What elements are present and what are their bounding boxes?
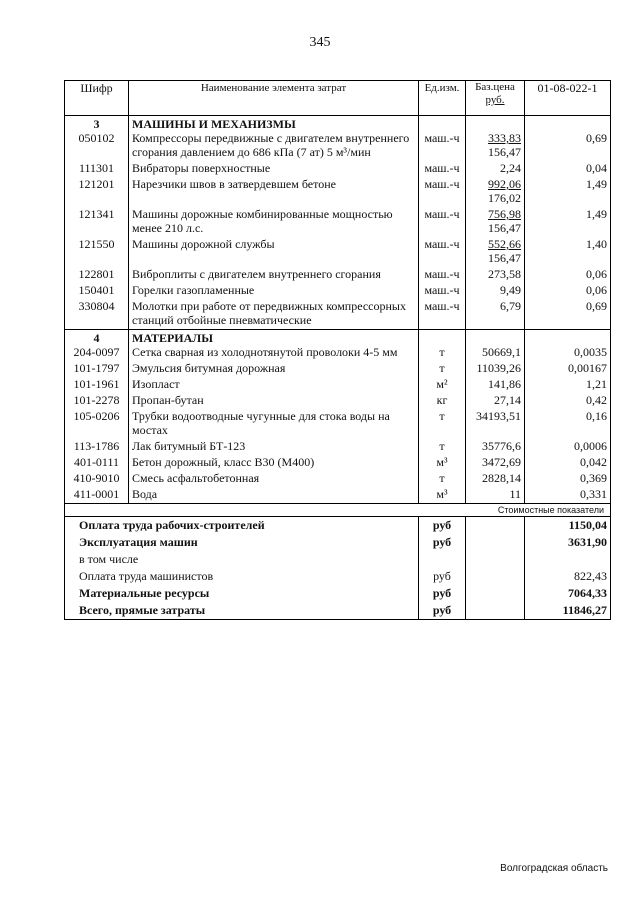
empty-cell xyxy=(466,116,525,132)
row-name: Пропан-бутан xyxy=(129,393,419,409)
row-name: Лак битумный БТ-123 xyxy=(129,439,419,455)
row-price-main: 333,83 xyxy=(488,131,521,145)
row-code: 401-0111 xyxy=(65,455,129,471)
row-code: 411-0001 xyxy=(65,487,129,504)
row-unit: т xyxy=(419,409,466,439)
row-price: 11039,26 xyxy=(466,361,525,377)
row-code: 121341 xyxy=(65,207,129,237)
section-title: МАШИНЫ И МЕХАНИЗМЫ xyxy=(129,116,419,132)
row-price-main: 756,98 xyxy=(488,207,521,221)
row-name: Машины дорожной службы xyxy=(129,237,419,267)
row-unit: т xyxy=(419,471,466,487)
row-unit: маш.-ч xyxy=(419,299,466,330)
section-title: МАТЕРИАЛЫ xyxy=(129,330,419,346)
row-code: 121550 xyxy=(65,237,129,267)
table-row xyxy=(65,487,611,504)
table-row xyxy=(65,409,611,439)
row-name: Трубки водоотводные чугунные для стока воды на мостах xyxy=(129,409,419,439)
summary-unit: руб xyxy=(419,602,466,620)
cost-indicators-label: Стоимостные показатели xyxy=(65,504,611,517)
summary-row xyxy=(65,602,611,620)
table-row xyxy=(65,207,611,237)
empty-cell xyxy=(419,116,466,132)
row-name: Вода xyxy=(129,487,419,504)
row-code: 101-1797 xyxy=(65,361,129,377)
empty-cell xyxy=(466,330,525,346)
row-price: 50669,1 xyxy=(466,345,525,361)
cost-norm-table xyxy=(64,80,611,620)
summary-label: Эксплуатация машин xyxy=(65,534,419,551)
row-name: Изопласт xyxy=(129,377,419,393)
empty-cell xyxy=(525,330,611,346)
row-unit: маш.-ч xyxy=(419,207,466,237)
row-price: 273,58 xyxy=(466,267,525,283)
row-price: 9,49 xyxy=(466,283,525,299)
row-name: Горелки газопламенные xyxy=(129,283,419,299)
table-row xyxy=(65,455,611,471)
table-row xyxy=(65,161,611,177)
row-name: Сетка сварная из холоднотянутой проволоки 4-5 мм xyxy=(129,345,419,361)
section-header-row xyxy=(65,116,611,132)
row-quantity: 0,042 xyxy=(525,455,611,471)
section-header-row xyxy=(65,330,611,346)
section-number: 3 xyxy=(65,116,129,132)
row-unit: м³ xyxy=(419,455,466,471)
summary-value: 7064,33 xyxy=(525,585,611,602)
summary-row xyxy=(65,585,611,602)
row-name: Бетон дорожный, класс В30 (М400) xyxy=(129,455,419,471)
row-unit: м² xyxy=(419,377,466,393)
table-row xyxy=(65,283,611,299)
summary-label: Оплата труда рабочих-строителей xyxy=(65,517,419,535)
table-row xyxy=(65,393,611,409)
row-price: 2,24 xyxy=(466,161,525,177)
row-name: Молотки при работе от передвижных компрессорных станций отбойные пневматические xyxy=(129,299,419,330)
header-norm: 01-08-022-1 xyxy=(525,81,611,116)
row-price-main: 552,66 xyxy=(488,237,521,251)
summary-unit: руб xyxy=(419,534,466,551)
row-name: Виброплиты с двигателем внутреннего сгорания xyxy=(129,267,419,283)
row-quantity: 1,49 xyxy=(525,207,611,237)
page-number: 345 xyxy=(309,35,331,50)
row-price-wage: 156,47 xyxy=(488,221,521,235)
header-code: Шифр xyxy=(65,81,129,116)
summary-unit: руб xyxy=(419,585,466,602)
summary-value: 11846,27 xyxy=(525,602,611,620)
row-name: Нарезчики швов в затвердевшем бетоне xyxy=(129,177,419,207)
summary-unit: руб xyxy=(419,568,466,585)
row-unit: маш.-ч xyxy=(419,267,466,283)
row-name: Машины дорожные комбинированные мощностью менее 210 л.с. xyxy=(129,207,419,237)
row-quantity: 0,69 xyxy=(525,131,611,161)
row-name: Вибраторы поверхностные xyxy=(129,161,419,177)
row-unit: кг xyxy=(419,393,466,409)
row-unit: маш.-ч xyxy=(419,237,466,267)
row-price: 2828,14 xyxy=(466,471,525,487)
row-quantity: 0,369 xyxy=(525,471,611,487)
row-unit: т xyxy=(419,439,466,455)
table-row xyxy=(65,345,611,361)
row-code: 113-1786 xyxy=(65,439,129,455)
row-price xyxy=(466,177,525,207)
row-code: 330804 xyxy=(65,299,129,330)
row-code: 050102 xyxy=(65,131,129,161)
row-quantity: 0,0035 xyxy=(525,345,611,361)
row-quantity: 0,06 xyxy=(525,267,611,283)
row-price: 27,14 xyxy=(466,393,525,409)
empty-cell xyxy=(466,568,525,585)
section-number: 4 xyxy=(65,330,129,346)
row-code: 122801 xyxy=(65,267,129,283)
row-price-main: 992,06 xyxy=(488,177,521,191)
summary-label: Материальные ресурсы xyxy=(65,585,419,602)
row-price-wage: 176,02 xyxy=(488,191,521,205)
summary-unit: руб xyxy=(419,517,466,535)
summary-label: в том числе xyxy=(65,551,419,568)
row-unit: м³ xyxy=(419,487,466,504)
empty-cell xyxy=(525,116,611,132)
row-unit: т xyxy=(419,361,466,377)
empty-cell xyxy=(466,534,525,551)
table-row xyxy=(65,299,611,330)
summary-unit xyxy=(419,551,466,568)
empty-cell xyxy=(466,551,525,568)
summary-value: 822,43 xyxy=(525,568,611,585)
row-price: 6,79 xyxy=(466,299,525,330)
row-code: 105-0206 xyxy=(65,409,129,439)
row-name: Эмульсия битумная дорожная xyxy=(129,361,419,377)
row-quantity: 0,16 xyxy=(525,409,611,439)
header-price-line2: руб. xyxy=(485,94,505,106)
summary-row xyxy=(65,517,611,535)
row-code: 204-0097 xyxy=(65,345,129,361)
summary-label: Оплата труда машинистов xyxy=(65,568,419,585)
row-price: 11 xyxy=(466,487,525,504)
header-name: Наименование элемента затрат xyxy=(129,81,419,116)
row-quantity: 0,00167 xyxy=(525,361,611,377)
row-price: 35776,6 xyxy=(466,439,525,455)
row-code: 101-1961 xyxy=(65,377,129,393)
row-price xyxy=(466,131,525,161)
row-price: 141,86 xyxy=(466,377,525,393)
row-unit: т xyxy=(419,345,466,361)
empty-cell xyxy=(466,602,525,620)
summary-row xyxy=(65,551,611,568)
row-name: Компрессоры передвижные с двигателем внутреннего сгорания давлением до 686 кПа (7 ат) 5 м³/мин xyxy=(129,131,419,161)
row-code: 111301 xyxy=(65,161,129,177)
row-unit: маш.-ч xyxy=(419,161,466,177)
row-price: 3472,69 xyxy=(466,455,525,471)
table-row xyxy=(65,361,611,377)
row-code: 410-9010 xyxy=(65,471,129,487)
summary-row xyxy=(65,568,611,585)
row-name: Смесь асфальтобетонная xyxy=(129,471,419,487)
row-quantity: 1,21 xyxy=(525,377,611,393)
header-price-line1: Баз.цена xyxy=(475,81,515,93)
table-row xyxy=(65,267,611,283)
row-quantity: 0,04 xyxy=(525,161,611,177)
row-quantity: 0,42 xyxy=(525,393,611,409)
row-quantity: 1,40 xyxy=(525,237,611,267)
table-body xyxy=(65,116,611,504)
table-row xyxy=(65,237,611,267)
summary-row xyxy=(65,534,611,551)
row-code: 150401 xyxy=(65,283,129,299)
row-unit: маш.-ч xyxy=(419,283,466,299)
row-unit: маш.-ч xyxy=(419,131,466,161)
empty-cell xyxy=(466,585,525,602)
summary-value xyxy=(525,551,611,568)
row-price-wage: 156,47 xyxy=(488,145,521,159)
row-quantity: 0,331 xyxy=(525,487,611,504)
row-quantity: 1,49 xyxy=(525,177,611,207)
table-row xyxy=(65,177,611,207)
row-price: 34193,51 xyxy=(466,409,525,439)
table-row xyxy=(65,439,611,455)
table-row xyxy=(65,131,611,161)
summary-value: 3631,90 xyxy=(525,534,611,551)
row-quantity: 0,06 xyxy=(525,283,611,299)
row-code: 101-2278 xyxy=(65,393,129,409)
table-header-row xyxy=(65,81,611,116)
empty-cell xyxy=(466,517,525,535)
row-quantity: 0,0006 xyxy=(525,439,611,455)
cost-indicators-row xyxy=(65,504,611,517)
row-price-wage: 156,47 xyxy=(488,251,521,265)
row-price xyxy=(466,207,525,237)
summary-label: Всего, прямые затраты xyxy=(65,602,419,620)
row-code: 121201 xyxy=(65,177,129,207)
summary-body xyxy=(65,504,611,620)
summary-value: 1150,04 xyxy=(525,517,611,535)
table-row xyxy=(65,377,611,393)
table-row xyxy=(65,471,611,487)
header-unit: Ед.изм. xyxy=(419,81,466,116)
footer-region: Волгоградская область xyxy=(500,863,608,874)
row-unit: маш.-ч xyxy=(419,177,466,207)
row-price xyxy=(466,237,525,267)
row-quantity: 0,69 xyxy=(525,299,611,330)
header-price xyxy=(466,81,525,116)
empty-cell xyxy=(419,330,466,346)
